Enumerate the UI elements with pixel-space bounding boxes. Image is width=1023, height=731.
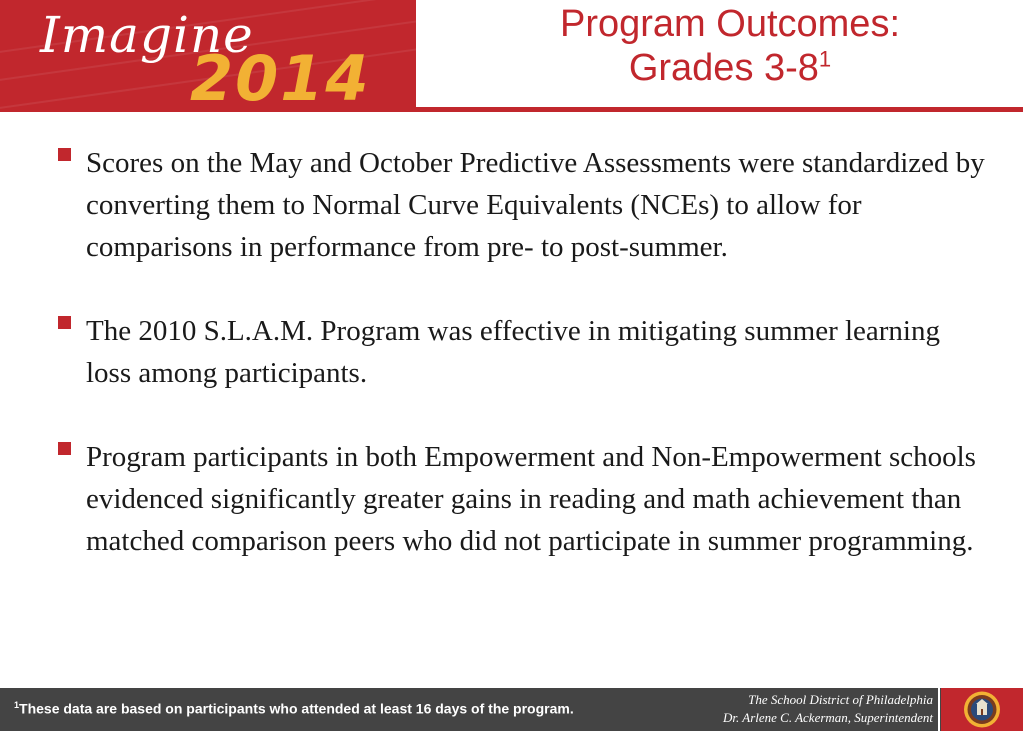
footnote-mark: 1 [14, 700, 20, 710]
logo-year: 2014 [190, 42, 371, 112]
title-line-1: Program Outcomes: [560, 3, 900, 45]
footnote [14, 700, 574, 717]
bullet-item [58, 310, 988, 394]
district-credit [723, 691, 933, 727]
title-line-2 [470, 46, 990, 90]
page-title [470, 2, 990, 90]
footnote-text: These data are based on participants who attended at least 16 days of the program. [19, 700, 574, 717]
title-footnote-mark: 1 [818, 46, 832, 72]
bullet-text: Program participants in both Empowerment and Non-Empowerment schools evidenced significantly greater gains in reading and math achievement than matched comparison peers who did not participate in summer programming. [86, 441, 976, 557]
bullet-item [58, 142, 988, 268]
bullet-list [58, 142, 988, 604]
district-name: The School District of Philadelphia [748, 692, 933, 707]
bullet-text: The 2010 S.L.A.M. Program was effective in mitigating summer learning loss among participants. [86, 315, 940, 389]
square-bullet-icon [58, 148, 71, 161]
title-line-2-text: Grades 3-8 [628, 47, 819, 89]
footer-bar [0, 688, 1023, 731]
seal-box [941, 688, 1023, 731]
square-bullet-icon [58, 316, 71, 329]
square-bullet-icon [58, 442, 71, 455]
bullet-item [58, 436, 988, 562]
district-seal-icon [957, 690, 1007, 729]
superintendent-name: Dr. Arlene C. Ackerman, Superintendent [722, 710, 933, 725]
header-rule [416, 107, 1023, 112]
footer-divider [938, 688, 940, 731]
logo-panel [0, 0, 416, 112]
bullet-text: Scores on the May and October Predictive Assessments were standardized by converting them to Normal Curve Equivalents (NCEs) to allow for comparisons in performance from pre- to post-summer. [86, 147, 985, 263]
logo-word: Imagine [40, 6, 254, 64]
